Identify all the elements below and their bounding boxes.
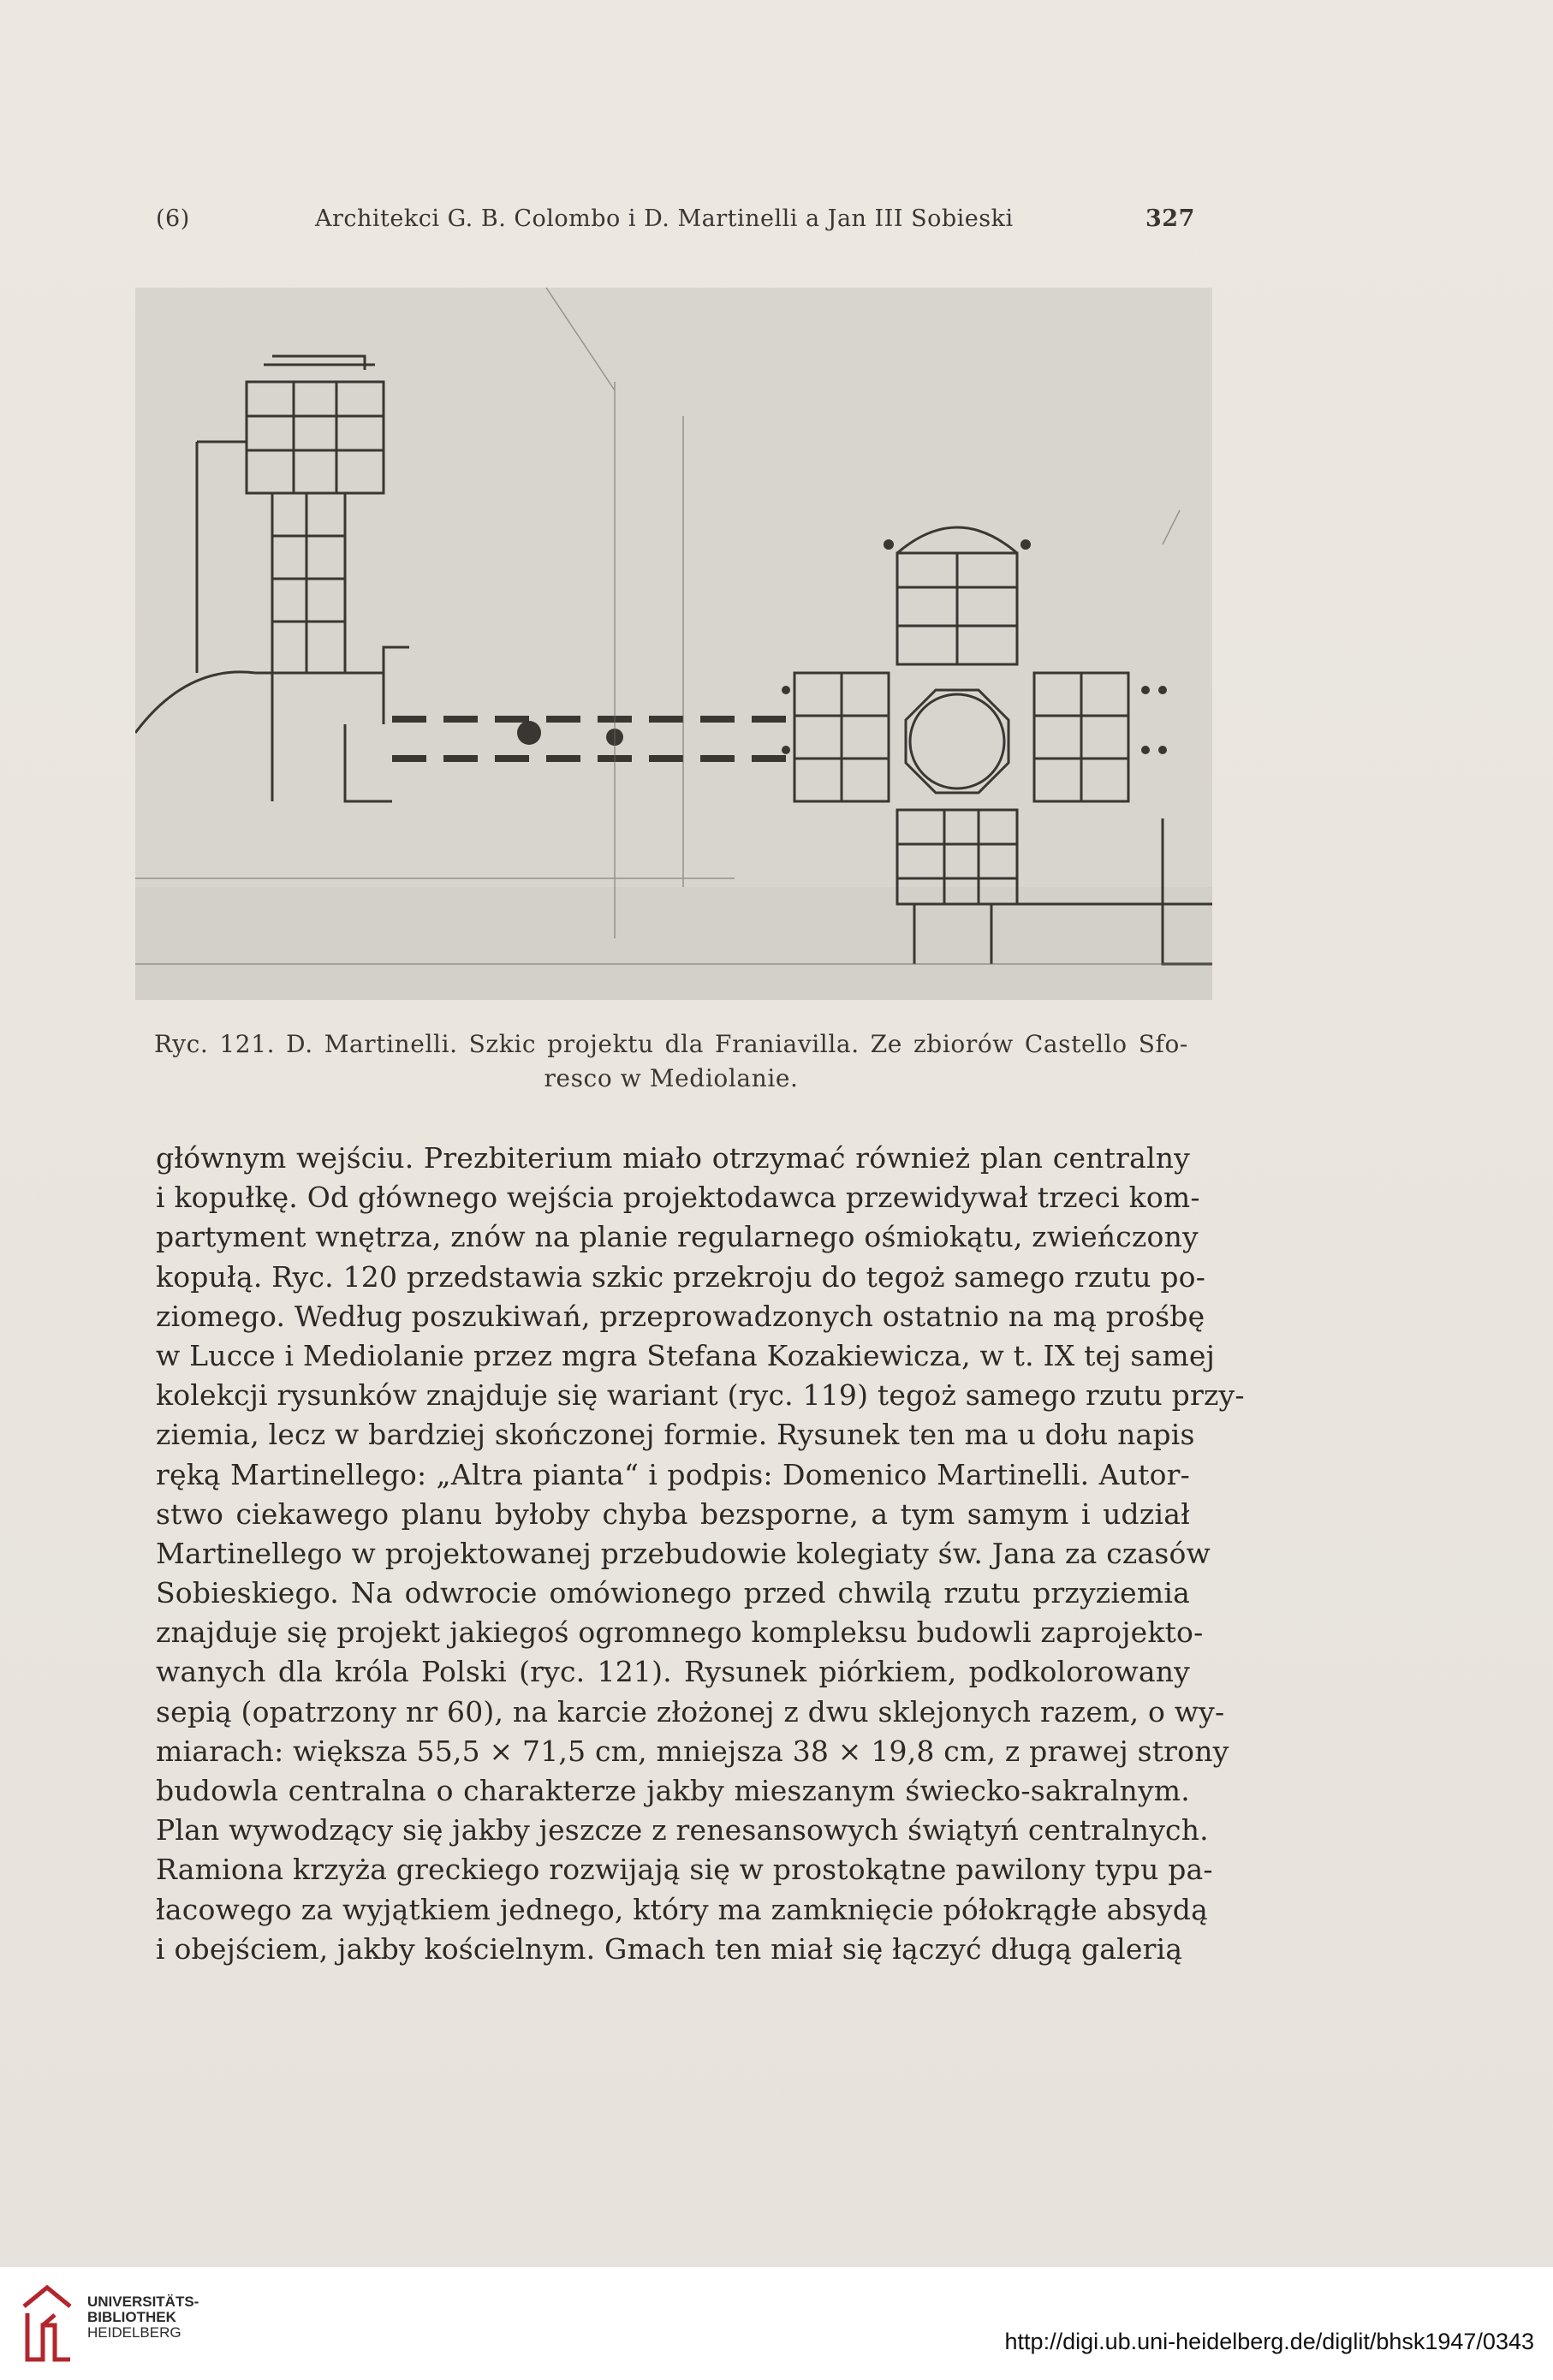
text-line: głównym wejściu. Prezbiterium miało otrzymać również plan centralny <box>156 1141 1190 1175</box>
architectural-plan-sketch <box>135 288 1212 1000</box>
text-line: Plan wywodzący się jakby jeszcze z renesansowych świątyń centralnych. <box>156 1813 1209 1847</box>
text-line: budowla centralna o charakterze jakby mieszanym świecko-sakralnym. <box>156 1774 1190 1807</box>
permalink-url[interactable]: http://digi.ub.uni-heidelberg.de/diglit/bhsk1947/0343 <box>1004 2329 1534 2354</box>
caption-line: Ryc. 121. D. Martinelli. Szkic projektu dla Franiavilla. Ze zbiorów Castello Sfo- <box>154 1030 1188 1058</box>
page-number: 327 <box>1145 205 1195 232</box>
text-line: kopułą. Ryc. 120 przedstawia szkic przekroju do tegoż samego rzutu po- <box>156 1259 1206 1294</box>
caption-line: resco w Mediolanie. <box>544 1064 799 1092</box>
library-logo-icon <box>17 2281 77 2366</box>
library-name-line: UNIVERSITÄTS- <box>87 2294 199 2310</box>
text-line: ziemia, lecz w bardziej skończonej formie. Rysunek ten ma u dołu napis <box>156 1418 1195 1452</box>
body-text <box>156 1139 1245 1969</box>
library-name-line: HEIDELBERG <box>87 2324 181 2341</box>
text-line: sepią (opatrzony nr 60), na karcie złożonej z dwu sklejonych razem, o wy- <box>156 1694 1225 1728</box>
text-line: kolekcji rysunków znajduje się wariant (ryc. 119) tegoż samego rzutu przy- <box>156 1378 1245 1413</box>
section-number: (6) <box>156 205 190 232</box>
library-name-line: BIBLIOTHEK <box>87 2309 176 2325</box>
text-line: i kopułkę. Od głównego wejścia projektodawca przewidywał trzeci kom- <box>156 1181 1200 1215</box>
text-line: łacowego za wyjątkiem jednego, który ma zamknięcie półokrągłe absydą <box>156 1892 1208 1926</box>
text-line: ręką Martinellego: „Altra pianta“ i podpis: Domenico Martinelli. Autor- <box>156 1457 1190 1491</box>
text-line: stwo ciekawego planu byłoby chyba bezsporne, a tym samym i udział <box>156 1496 1190 1531</box>
text-line: znajduje się projekt jakiegoś ogromnego kompleksu budowli zaprojekto- <box>156 1615 1204 1650</box>
running-title: Architekci G. B. Colombo i D. Martinelli a Jan III Sobieski <box>315 205 1014 232</box>
text-line: ziomego. Według poszukiwań, przeprowadzonych ostatnio na mą prośbę <box>156 1299 1205 1333</box>
figure-plate <box>135 288 1212 1000</box>
running-head <box>156 205 1195 240</box>
text-line: wanych dla króla Polski (ryc. 121). Rysunek piórkiem, podkolorowany <box>156 1655 1190 1689</box>
text-line: miarach: większa 55,5 × 71,5 cm, mniejsza 38 × 19,8 cm, z prawej strony <box>156 1734 1229 1768</box>
figure-caption <box>154 1027 1188 1096</box>
library-name <box>87 2294 199 2341</box>
digitization-footer <box>0 2267 1553 2380</box>
text-line: Ramiona krzyża greckiego rozwijają się w prostokątne pawilony typu pa- <box>156 1853 1213 1887</box>
text-line: partyment wnętrza, znów na planie regularnego ośmiokątu, zwieńczony <box>156 1220 1199 1254</box>
text-line: i obejściem, jakby kościelnym. Gmach ten miał się łączyć długą galerią <box>156 1931 1183 1966</box>
text-line: Martinellego w projektowanej przebudowie kolegiaty św. Jana za czasów <box>156 1536 1211 1570</box>
text-line: w Lucce i Mediolanie przez mgra Stefana Kozakiewicza, w t. IX tej samej <box>156 1338 1216 1372</box>
text-line: Sobieskiego. Na odwrocie omówionego przed chwilą rzutu przyziemia <box>156 1576 1190 1610</box>
